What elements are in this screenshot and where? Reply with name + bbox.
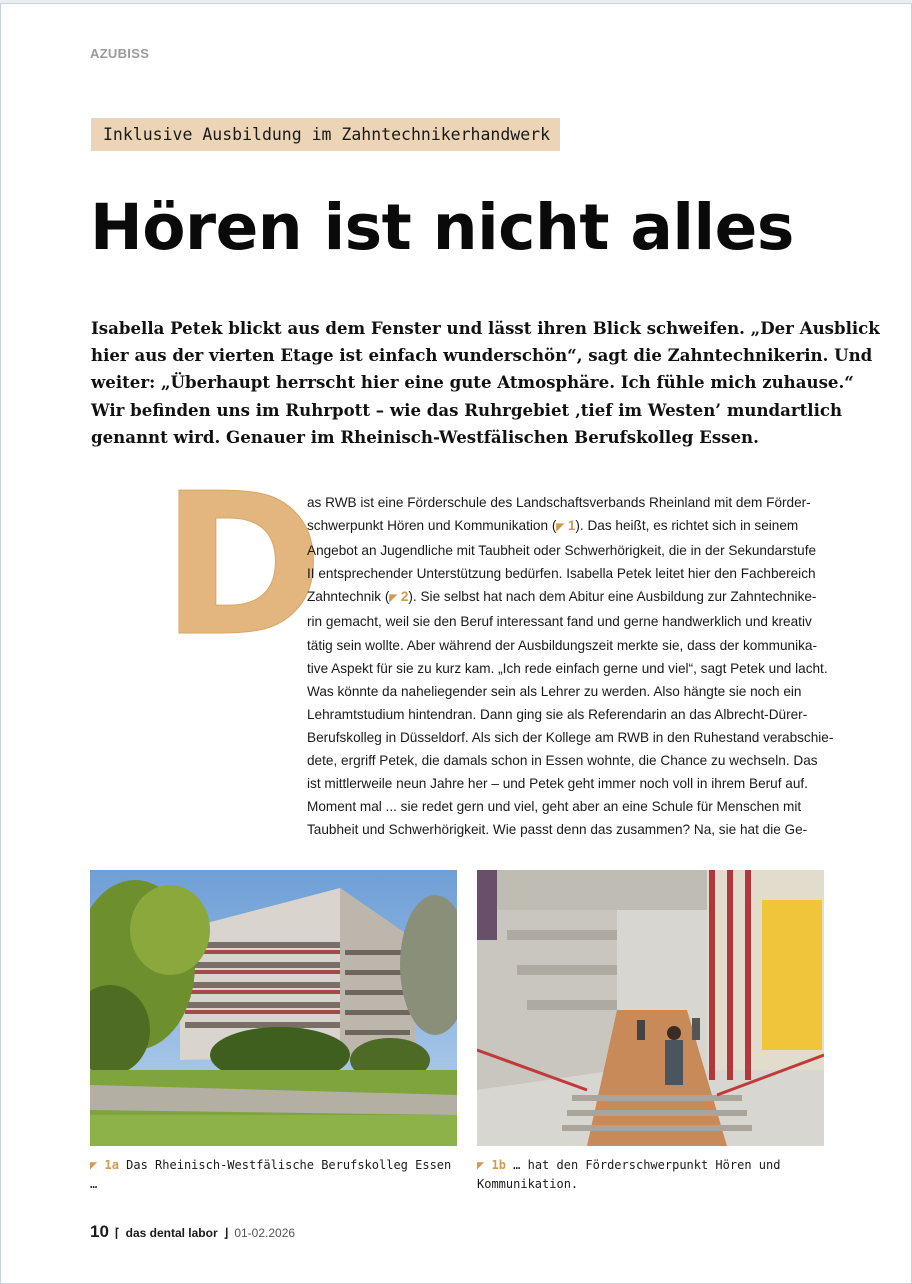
body-line: Taubheit und Schwerhörigkeit. Wie passt denn das zusammen? Na, sie hat die Ge-: [307, 822, 808, 838]
bracket-open: ⌈: [114, 1226, 120, 1240]
reference-arrow-icon: ◤: [389, 593, 398, 605]
body-line: Moment mal ... sie redet gern und viel, geht aber an eine Schule für Menschen mit: [307, 799, 802, 815]
body-line: as RWB ist eine Förderschule des Landschaftsverbands Rheinland mit dem Förder-: [307, 495, 811, 510]
lead-line: weiter: „Überhaupt herrscht hier eine gute Atmosphäre. Ich fühle mich zuhause.“: [91, 372, 854, 393]
lead-paragraph: [91, 315, 880, 451]
kicker-label: Inklusive Ausbildung im Zahntechnikerhandwerk: [91, 118, 560, 151]
body-line: Was könnte da naheliegender sein als Lehrer zu werden. Also hängte sie noch ein: [307, 683, 802, 699]
lead-line: Wir befinden uns im Ruhrpott – wie das Ruhrgebiet ‚tief im Westen’ mundartlich: [91, 399, 843, 420]
body-line: rin gemacht, weil sie den Beruf interessant fand und gerne handwerklich und kreativ: [307, 614, 812, 630]
body-line: tive Aspekt für sie zu kurz kam. „Ich rede einfach gerne und viel“, sagt Petek und lacht.: [307, 660, 828, 676]
page-footer: [90, 1222, 295, 1242]
caption-text: … hat den Förderschwerpunkt Hören und Kommunikation.: [477, 1158, 781, 1191]
headline: Hören ist nicht alles: [90, 191, 794, 264]
caption-number: ◤ 1a: [90, 1158, 119, 1172]
page-number: 10: [90, 1222, 109, 1241]
body-line: Lehramtstudium hintendran. Dann ging sie als Referendarin an das Albrecht-Dürer-: [307, 706, 808, 722]
figure-reference-2[interactable]: ◤ 2: [389, 589, 409, 605]
caption-text: Das Rheinisch-Westfälische Berufskolleg Essen …: [90, 1158, 452, 1191]
publication-name: das dental labor: [125, 1226, 218, 1240]
body-line: II entsprechender Unterstützung bedürfen. Isabella Petek leitet hier den Fachbereich: [307, 566, 816, 582]
magazine-page: [0, 3, 912, 1284]
issue-date: 01-02.2026: [234, 1226, 296, 1240]
lead-line: genannt wird. Genauer im Rheinisch-Westfälischen Berufskolleg Essen.: [91, 426, 759, 447]
bracket-close: ⌋: [223, 1226, 229, 1240]
lead-line: hier aus der vierten Etage ist einfach wunderschön“, sagt die Zahntechnikerin. Und: [91, 345, 873, 366]
drop-cap: D: [161, 452, 324, 680]
section-label: AZUBISS: [90, 46, 150, 61]
body-line: ist mittlerweile neun Jahre her – und Petek geht immer noch voll in ihrem Beruf auf.: [307, 776, 808, 792]
caption-number: ◤ 1b: [477, 1158, 506, 1172]
lead-line: Isabella Petek blickt aus dem Fenster und lässt ihren Blick schweifen. „Der Ausblick: [91, 318, 880, 338]
body-line: tätig sein wollte. Aber während der Ausbildungszeit merkte sie, dass der kommunika-: [307, 637, 818, 653]
photo-school-building: [90, 870, 457, 1146]
body-line: schwerpunkt Hören und Kommunikation (◤ 1). Das heißt, es richtet sich in seinem: [307, 518, 799, 534]
photo-school-interior: [477, 870, 824, 1146]
body-line: Zahntechnik (◤ 2). Sie selbst hat nach dem Abitur eine Ausbildung zur Zahntechnike-: [307, 589, 817, 605]
reference-arrow-icon: ◤: [90, 1158, 98, 1172]
body-line: Berufskolleg in Düsseldorf. Als sich der Kollege am RWB in den Ruhestand verabschie-: [307, 729, 834, 745]
reference-arrow-icon: ◤: [556, 522, 565, 534]
reference-arrow-icon: ◤: [477, 1158, 485, 1172]
figure-reference-1[interactable]: ◤ 1: [556, 518, 576, 534]
body-text: [307, 491, 834, 841]
caption-1a: [90, 1156, 465, 1194]
body-line: dete, ergriff Petek, die damals schon in Essen wohnte, die Chance zu wechseln. Das: [307, 753, 818, 769]
body-line: Angebot an Jugendliche mit Taubheit oder Schwerhörigkeit, die in der Sekundarstufe: [307, 543, 817, 559]
caption-1b: [477, 1156, 827, 1194]
